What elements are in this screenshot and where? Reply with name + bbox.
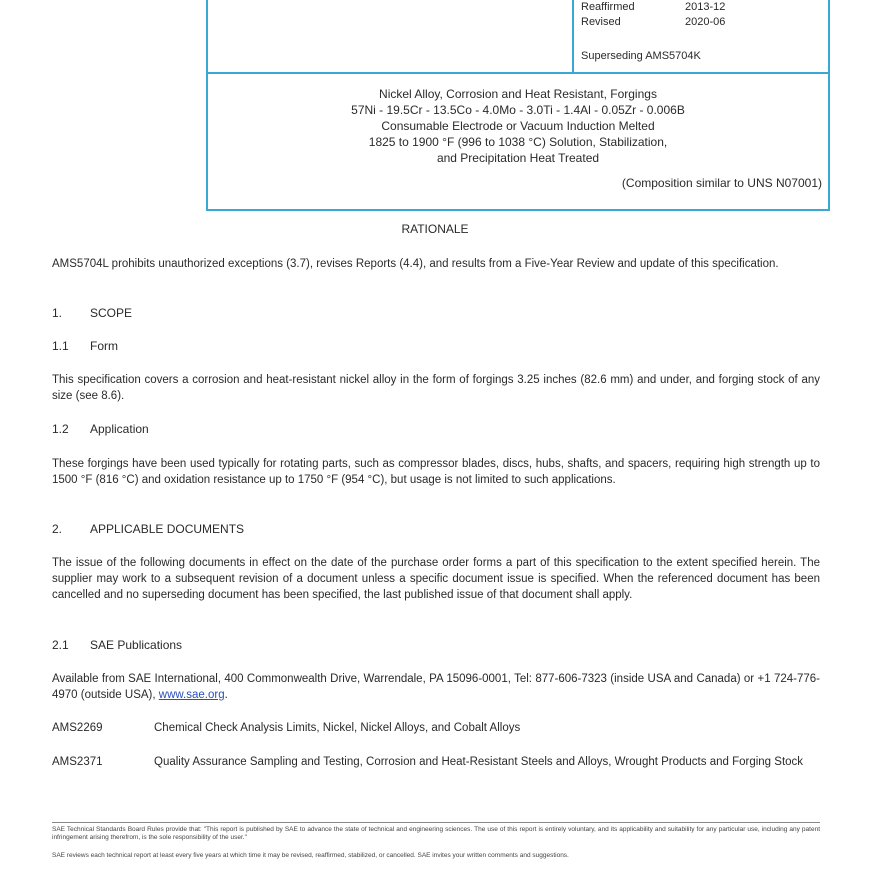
section-number: 1.2 (52, 422, 69, 436)
section-title: Form (90, 339, 118, 353)
reaffirmed-row (581, 0, 725, 15)
section-2-heading (52, 522, 244, 536)
reference-description: Quality Assurance Sampling and Testing, Corrosion and Heat-Resistant Steels and Alloys, Wrought Products and Forging Stock (154, 756, 804, 768)
footer-disclaimer: SAE Technical Standards Board Rules provide that: "This report is published by SAE to advance the state of technical and engineering sciences. The use of this report is entirely voluntary, and its applicability and suitability for any particular use, including any patent infringement arising therefrom, is the sole responsibility of the user." (52, 826, 820, 841)
rationale-text: AMS5704L prohibits unauthorized exceptions (3.7), revises Reports (4.4), and results from a Five-Year Review and update of this specification. (52, 258, 779, 270)
revised-label: Revised (581, 16, 621, 28)
footer-review-note: SAE reviews each technical report at least every five years at which time it may be revised, reaffirmed, stabilized, or cancelled. SAE invites your written comments and suggestions. (52, 852, 569, 859)
revised-row (581, 15, 725, 30)
reference-row (52, 720, 820, 736)
section-1-heading (52, 306, 132, 320)
title-line: 57Ni - 19.5Cr - 13.5Co - 4.0Mo - 3.0Ti - 1.4Al - 0.05Zr - 0.006B (351, 103, 685, 117)
period: . (224, 689, 228, 701)
section-title: Application (90, 422, 149, 436)
section-2-text: The issue of the following documents in effect on the date of the purchase order forms a part of this specification to the extent specified herein. The supplier may work to a subsequent revision of a document unless a specific document issue is specified. When the referenced document has been cancelled and no superseding document has been specified, the last published issue of that document shall apply. (52, 557, 820, 601)
sae-address: Available from SAE International, 400 Commonwealth Drive, Warrendale, PA 15096-0001, Tel: 877-606-7323 (inside USA and Canada) or +1 724-776-4970 (outside USA), (52, 673, 820, 701)
document-header (206, 0, 830, 211)
reference-code: AMS2371 (52, 756, 103, 768)
title-line: 1825 to 1900 °F (996 to 1038 °C) Solution, Stabilization, (368, 135, 668, 149)
section-number: 1.1 (52, 339, 69, 353)
reference-code: AMS2269 (52, 722, 103, 734)
section-title: SCOPE (90, 306, 133, 320)
section-number: 1. (52, 306, 63, 320)
footer-divider (52, 822, 820, 823)
document-title (208, 86, 828, 166)
revised-value: 2020-06 (685, 16, 726, 28)
title-line: Consumable Electrode or Vacuum Induction Melted (381, 119, 655, 133)
section-number: 2. (52, 522, 63, 536)
reference-description: Chemical Check Analysis Limits, Nickel, Nickel Alloys, and Cobalt Alloys (154, 722, 521, 734)
section-2-1-heading (52, 638, 182, 652)
section-2-1-text (52, 671, 820, 703)
sae-website-link[interactable]: www.sae.org (158, 689, 225, 701)
revision-dates (581, 0, 725, 30)
section-1-2-heading (52, 422, 149, 436)
section-1-2-text: These forgings have been used typically for rotating parts, such as compressor blades, discs, hubs, shafts, and spacers, requiring high strength up to 1500 °F (816 °C) and oxidation resistance up to 1750 °F (954 °C), but usage is not limited to such applications. (52, 458, 820, 486)
reference-row (52, 754, 820, 770)
reaffirmed-label: Reaffirmed (581, 1, 635, 13)
header-top-section (208, 0, 828, 74)
section-1-1-text: This specification covers a corrosion and heat-resistant nickel alloy in the form of forgings 3.25 inches (82.6 mm) and under, and forging stock of any size (see 8.6). (52, 374, 820, 402)
reaffirmed-value: 2013-12 (685, 1, 726, 13)
title-line: and Precipitation Heat Treated (436, 151, 600, 165)
section-title: APPLICABLE DOCUMENTS (90, 522, 245, 536)
composition-note: (Composition similar to UNS N07001) (621, 176, 822, 190)
title-line: Nickel Alloy, Corrosion and Heat Resistant, Forgings (379, 87, 657, 101)
header-divider (572, 0, 574, 72)
section-number: 2.1 (52, 638, 69, 652)
section-title: SAE Publications (90, 638, 183, 652)
section-1-1-heading (52, 339, 118, 353)
superseding-note: Superseding AMS5704K (581, 50, 701, 62)
rationale-heading: RATIONALE (401, 222, 469, 236)
